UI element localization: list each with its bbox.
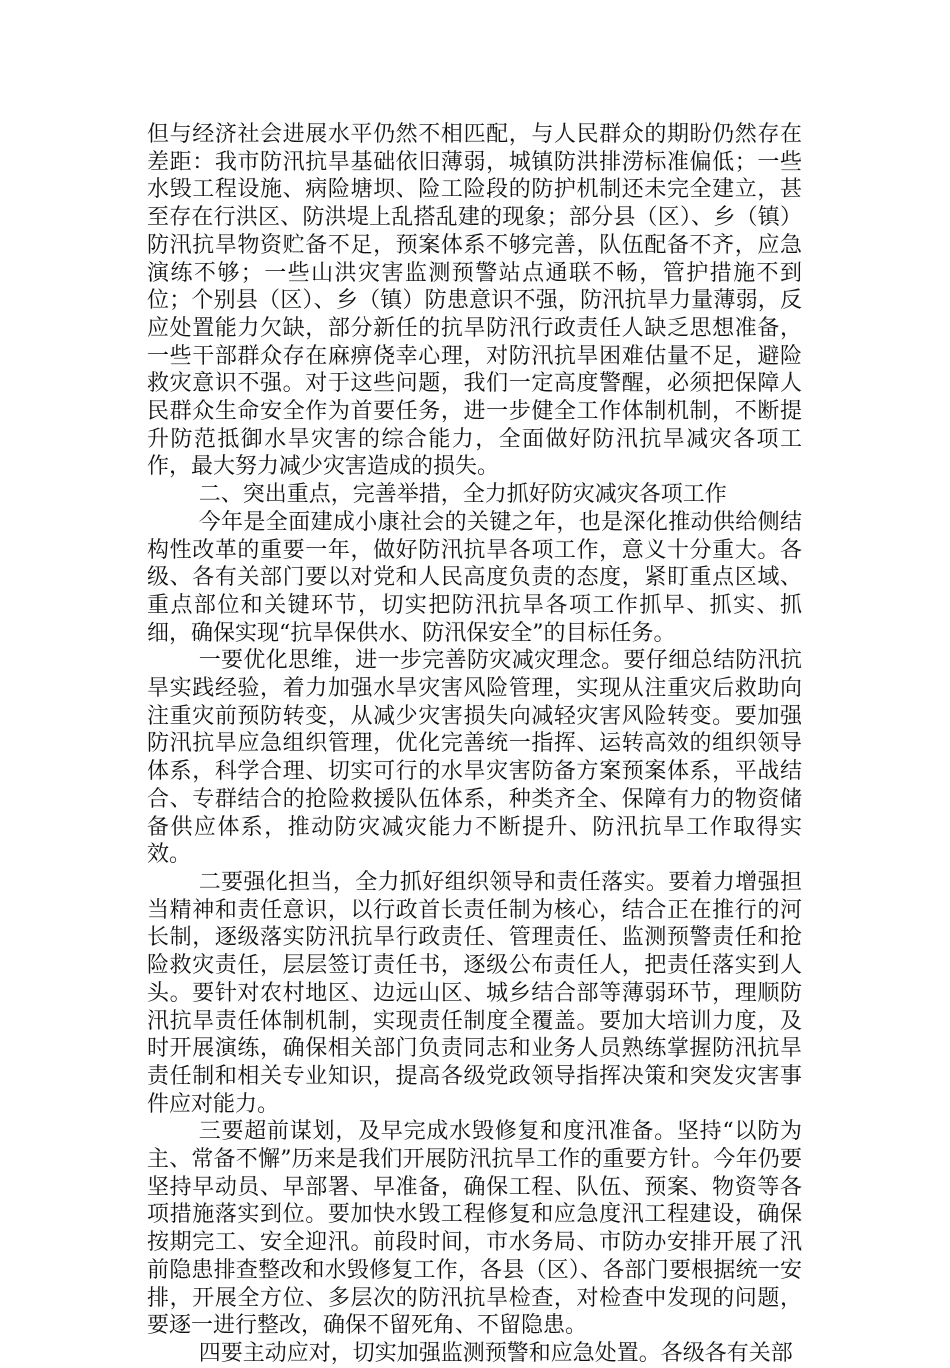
body-paragraph-2: 今年是全面建成小康社会的关键之年，也是深化推动供给侧结构性改革的重要一年，做好防汛抗旱各项工作，意义十分重大。各级、各有关部门要以对党和人民高度负责的态度，紧盯重点区域、重点部位和关键环节，切实把防汛抗旱各项工作抓早、抓实、抓细，确保实现“抗旱保供水、防汛保安全”的目标任务。 bbox=[147, 509, 802, 646]
body-paragraph-1: 但与经济社会进展水平仍然不相匹配，与人民群众的期盼仍然存在差距：我市防汛抗旱基础依旧薄弱，城镇防洪排涝标准偏低；一些水毁工程设施、病险塘坝、险工险段的防护机制还未完全建立，甚至存在行洪区、防洪堤上乱搭乱建的现象；部分县（区）、乡（镇）防汛抗旱物资贮备不足，预案体系不够完善，队伍配备不齐，应急演练不够；一些山洪灾害监测预警站点通联不畅，管护措施不到位；个别县（区）、乡（镇）防患意识不强，防汛抗旱力量薄弱，反应处置能力欠缺，部分新任的抗旱防汛行政责任人缺乏思想准备，一些干部群众存在麻痹侥幸心理，对防汛抗旱困难估量不足，避险救灾意识不强。对于这些问题，我们一定高度警醒，必须把保障人民群众生命安全作为首要任务，进一步健全工作体制机制，不断提升防范抵御水旱灾害的综合能力，全面做好防汛抗旱减灾各项工作，最大努力减少灾害造成的损失。 bbox=[147, 122, 802, 480]
body-paragraph-5: 三要超前谋划，及早完成水毁修复和度汛准备。坚持“以防为主、常备不懈”历来是我们开展防汛抗旱工作的重要方针。今年仍要坚持早动员、早部署、早准备，确保工程、队伍、预案、物资等各项措施落实到位。要加快水毁工程修复和应急度汛工程建设，确保按期完工、安全迎汛。前段时间，市水务局、市防办安排开展了汛前隐患排查整改和水毁修复工作，各县（区）、各部门要根据统一安排，开展全方位、多层次的防汛抗旱检查，对检查中发现的问题，要逐一进行整改，确保不留死角、不留隐患。 bbox=[147, 1119, 802, 1339]
document-page bbox=[147, 121, 802, 1368]
section-heading-2: 二、突出重点，完善举措，全力抓好防灾减灾各项工作 bbox=[198, 482, 727, 508]
body-paragraph-3: 一要优化思维，进一步完善防灾减灾理念。要仔细总结防汛抗旱实践经验，着力加强水旱灾害风险管理，实现从注重灾后救助向注重灾前预防转变，从减少灾害损失向减轻灾害风险转变。要加强防汛抗旱应急组织管理，优化完善统一指挥、运转高效的组织领导体系，科学合理、切实可行的水旱灾害防备方案预案体系，平战结合、专群结合的抢险救援队伍体系，种类齐全、保障有力的物资储备供应体系，推动防灾减灾能力不断提升、防汛抗旱工作取得实效。 bbox=[147, 648, 802, 868]
body-paragraph-6: 四要主动应对，切实加强监测预警和应急处置。各级各有关部 bbox=[198, 1340, 793, 1366]
body-paragraph-4: 二要强化担当，全力抓好组织领导和责任落实。要着力增强担当精神和责任意识，以行政首长责任制为核心，结合正在推行的河长制，逐级落实防汛抗旱行政责任、管理责任、监测预警责任和抢险救灾责任，层层签订责任书，逐级公布责任人，把责任落实到人头。要针对农村地区、边远山区、城乡结合部等薄弱环节，理顺防汛抗旱责任体制机制，实现责任制度全覆盖。要加大培训力度，及时开展演练，确保相关部门负责同志和业务人员熟练掌握防汛抗旱责任制和相关专业知识，提高各级党政领导指挥决策和突发灾害事件应对能力。 bbox=[147, 869, 802, 1117]
